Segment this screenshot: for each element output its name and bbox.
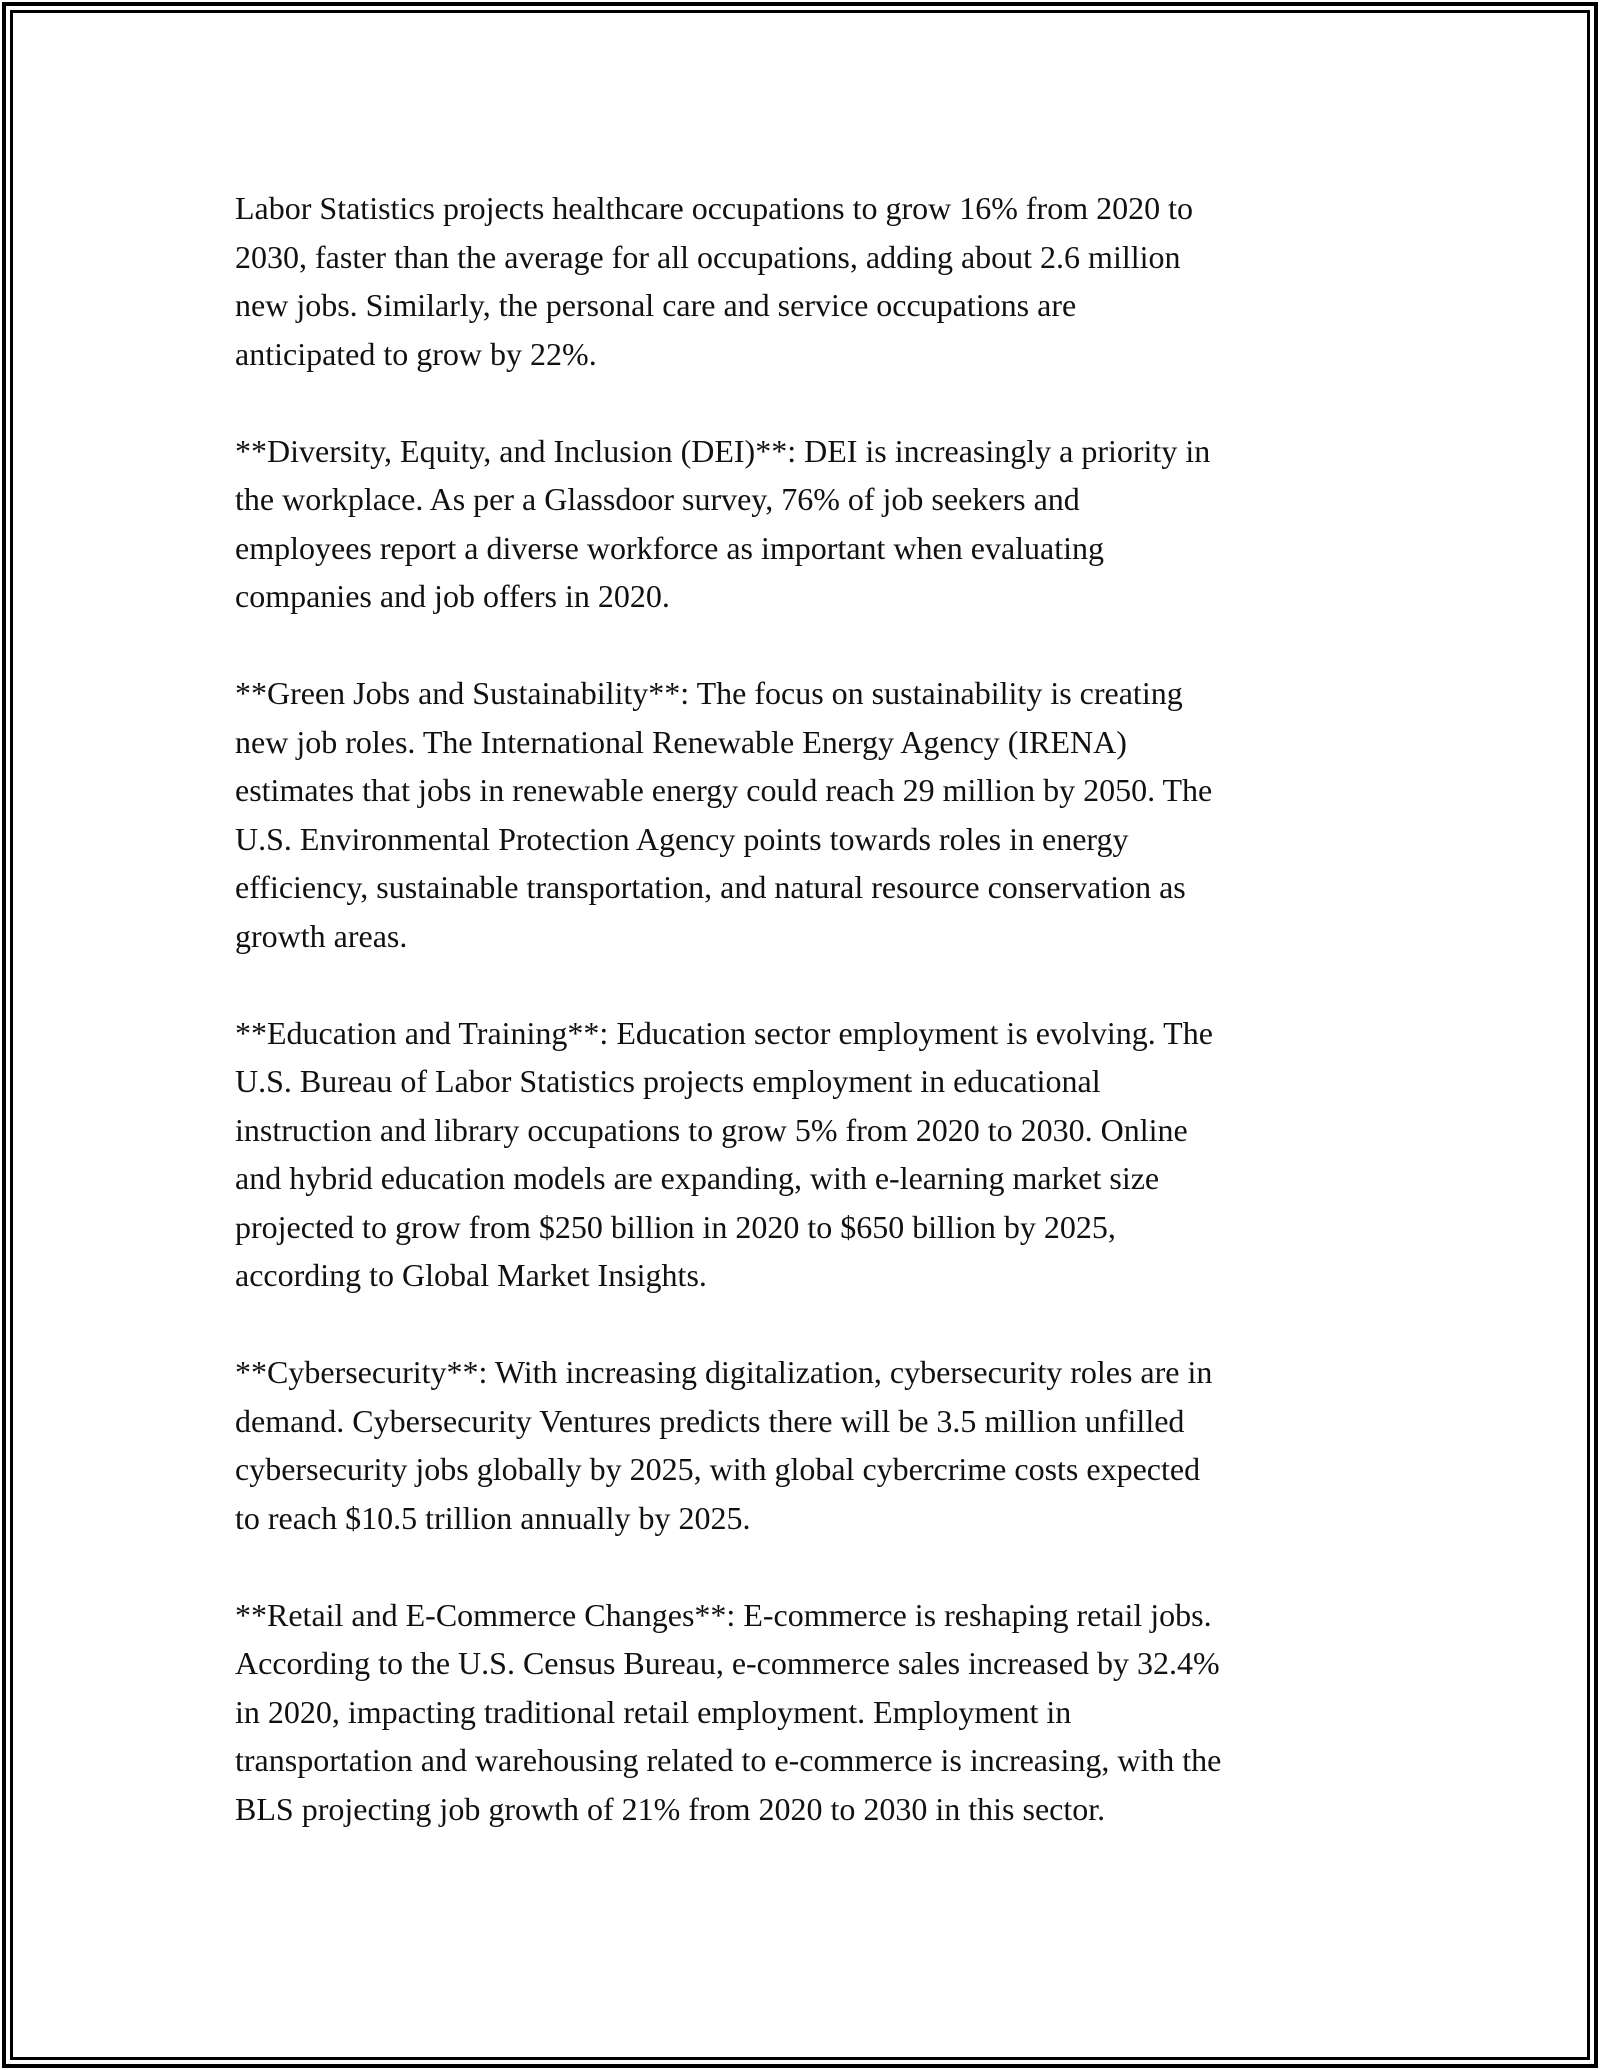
paragraph-dei: **Diversity, Equity, and Inclusion (DEI)**: DEI is increasingly a priority in the workplace. As per a Glassdoor survey, 76% of job seekers and employees report a diverse workforce as important when evaluating companies and job offers in 2020. [235, 432, 1211, 614]
paragraph-cybersecurity: **Cybersecurity**: With increasing digitalization, cybersecurity roles are in demand. Cybersecurity Ventures predicts there will be 3.5 million unfilled cybersecurity jobs globally by 2025, with global cybercrime costs expected to reach $10.5 trillion annually by 2025. [235, 1354, 1213, 1536]
paragraph-healthcare: Labor Statistics projects healthcare occupations to grow 16% from 2020 to 2030, faster than the average for all occupations, adding about 2.6 million new jobs. Similarly, the personal care and service occupations are anticipated to grow by 22%. [235, 190, 1193, 372]
paragraph-green-jobs: **Green Jobs and Sustainability**: The focus on sustainability is creating new job roles. The International Renewable Energy Agency (IRENA) estimates that jobs in renewable energy could reach 29 million by 2050. The U.S. Environmental Protection Agency points towards roles in energy efficiency, sustainable transportation, and natural resource conservation as growth areas. [235, 675, 1213, 954]
paragraph-education: **Education and Training**: Education sector employment is evolving. The U.S. Bureau of Labor Statistics projects employment in educational instruction and library occupations to grow 5% from 2020 to 2030. Online and hybrid education models are expanding, with e-learning market size projected to grow from $250 billion in 2020 to $650 billion by 2025, according to Global Market Insights. [235, 1014, 1213, 1293]
paragraph-retail: **Retail and E-Commerce Changes**: E-commerce is reshaping retail jobs. According to the U.S. Census Bureau, e-commerce sales increased by 32.4% in 2020, impacting traditional retail employment. Employment in transportation and warehousing related to e-commerce is increasing, with the BLS projecting job growth of 21% from 2020 to 2030 in this sector. [235, 1596, 1222, 1827]
document-body [235, 184, 1385, 1882]
